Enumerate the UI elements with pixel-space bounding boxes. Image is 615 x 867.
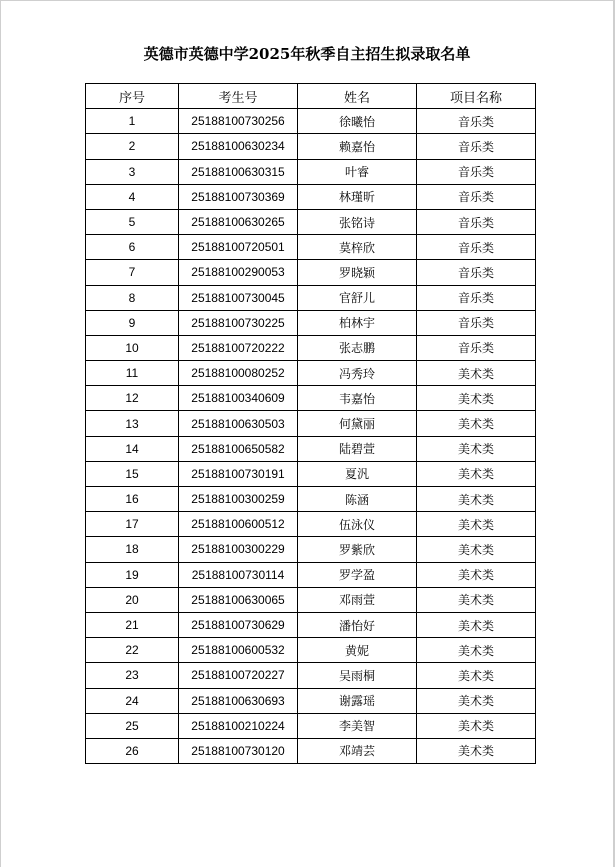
- table-row: [86, 436, 536, 461]
- cell-program: 美术类: [417, 638, 536, 663]
- page-title: 英德市英德中学2025年秋季自主招生拟录取名单: [143, 45, 471, 63]
- cell-exam-id: 25188100600512: [179, 512, 298, 537]
- table-row: [86, 663, 536, 688]
- table-row: [86, 411, 536, 436]
- header-cell-program: 项目名称: [417, 84, 536, 109]
- cell-number: 5: [86, 209, 179, 234]
- cell-name: 伍泳仪: [298, 512, 417, 537]
- cell-exam-id: 25188100600532: [179, 638, 298, 663]
- cell-program: 美术类: [417, 512, 536, 537]
- cell-exam-id: 25188100210224: [179, 713, 298, 738]
- table-row: [86, 537, 536, 562]
- table-row: [86, 184, 536, 209]
- cell-number: 21: [86, 612, 179, 637]
- cell-name: 官舒儿: [298, 285, 417, 310]
- cell-name: 罗紫欣: [298, 537, 417, 562]
- table-body: [86, 109, 536, 764]
- cell-name: 谢露瑶: [298, 688, 417, 713]
- cell-exam-id: 25188100630234: [179, 134, 298, 159]
- table-row: [86, 688, 536, 713]
- cell-number: 7: [86, 260, 179, 285]
- cell-number: 22: [86, 638, 179, 663]
- cell-exam-id: 25188100720501: [179, 235, 298, 260]
- cell-number: 25: [86, 713, 179, 738]
- table-row: [86, 562, 536, 587]
- cell-exam-id: 25188100300259: [179, 487, 298, 512]
- cell-exam-id: 25188100630065: [179, 587, 298, 612]
- header-cell-exam-id: 考生号: [179, 84, 298, 109]
- cell-exam-id: 25188100730225: [179, 310, 298, 335]
- cell-number: 16: [86, 487, 179, 512]
- cell-program: 音乐类: [417, 109, 536, 134]
- cell-exam-id: 25188100630315: [179, 159, 298, 184]
- cell-name: 陆碧萱: [298, 436, 417, 461]
- table-row: [86, 235, 536, 260]
- table-row: [86, 134, 536, 159]
- cell-number: 26: [86, 738, 179, 763]
- cell-exam-id: 25188100080252: [179, 361, 298, 386]
- cell-name: 莫梓欣: [298, 235, 417, 260]
- cell-name: 罗学盈: [298, 562, 417, 587]
- cell-program: 美术类: [417, 461, 536, 486]
- table-row: [86, 638, 536, 663]
- cell-program: 音乐类: [417, 134, 536, 159]
- cell-number: 11: [86, 361, 179, 386]
- cell-number: 15: [86, 461, 179, 486]
- document-page: [1, 1, 613, 867]
- cell-exam-id: 25188100630693: [179, 688, 298, 713]
- table-row: [86, 260, 536, 285]
- table-row: [86, 310, 536, 335]
- cell-name: 邓雨萱: [298, 587, 417, 612]
- cell-number: 18: [86, 537, 179, 562]
- cell-number: 8: [86, 285, 179, 310]
- cell-exam-id: 25188100720227: [179, 663, 298, 688]
- cell-name: 黄妮: [298, 638, 417, 663]
- table-row: [86, 587, 536, 612]
- cell-name: 潘怡好: [298, 612, 417, 637]
- cell-exam-id: 25188100630265: [179, 209, 298, 234]
- cell-program: 美术类: [417, 713, 536, 738]
- cell-program: 音乐类: [417, 310, 536, 335]
- cell-exam-id: 25188100650582: [179, 436, 298, 461]
- cell-exam-id: 25188100290053: [179, 260, 298, 285]
- cell-number: 2: [86, 134, 179, 159]
- cell-number: 24: [86, 688, 179, 713]
- cell-number: 23: [86, 663, 179, 688]
- cell-program: 音乐类: [417, 260, 536, 285]
- cell-name: 邓靖芸: [298, 738, 417, 763]
- cell-number: 4: [86, 184, 179, 209]
- table-row: [86, 209, 536, 234]
- cell-name: 徐曦怡: [298, 109, 417, 134]
- cell-program: 美术类: [417, 361, 536, 386]
- table-row: [86, 285, 536, 310]
- cell-number: 3: [86, 159, 179, 184]
- table-row: [86, 361, 536, 386]
- cell-exam-id: 25188100730629: [179, 612, 298, 637]
- cell-program: 音乐类: [417, 209, 536, 234]
- cell-name: 陈涵: [298, 487, 417, 512]
- header-cell-name: 姓名: [298, 84, 417, 109]
- cell-exam-id: 25188100730114: [179, 562, 298, 587]
- cell-program: 美术类: [417, 738, 536, 763]
- cell-name: 夏汎: [298, 461, 417, 486]
- cell-number: 1: [86, 109, 179, 134]
- cell-number: 19: [86, 562, 179, 587]
- cell-name: 韦嘉怡: [298, 386, 417, 411]
- cell-exam-id: 25188100730256: [179, 109, 298, 134]
- cell-name: 张铭诗: [298, 209, 417, 234]
- cell-name: 李美智: [298, 713, 417, 738]
- table-row: [86, 487, 536, 512]
- cell-number: 13: [86, 411, 179, 436]
- cell-number: 10: [86, 335, 179, 360]
- cell-name: 张志鹏: [298, 335, 417, 360]
- cell-number: 17: [86, 512, 179, 537]
- table-row: [86, 109, 536, 134]
- cell-number: 14: [86, 436, 179, 461]
- cell-program: 美术类: [417, 688, 536, 713]
- table-row: [86, 461, 536, 486]
- header-cell-number: 序号: [86, 84, 179, 109]
- cell-program: 音乐类: [417, 235, 536, 260]
- cell-number: 12: [86, 386, 179, 411]
- cell-program: 美术类: [417, 663, 536, 688]
- cell-program: 美术类: [417, 562, 536, 587]
- table-row: [86, 612, 536, 637]
- table-row: [86, 335, 536, 360]
- cell-exam-id: 25188100730191: [179, 461, 298, 486]
- cell-name: 冯秀玲: [298, 361, 417, 386]
- cell-name: 何黛丽: [298, 411, 417, 436]
- cell-exam-id: 25188100300229: [179, 537, 298, 562]
- cell-name: 赖嘉怡: [298, 134, 417, 159]
- cell-exam-id: 25188100730369: [179, 184, 298, 209]
- cell-program: 美术类: [417, 587, 536, 612]
- table-row: [86, 386, 536, 411]
- cell-program: 音乐类: [417, 184, 536, 209]
- cell-number: 9: [86, 310, 179, 335]
- admission-table: [85, 83, 536, 764]
- cell-number: 20: [86, 587, 179, 612]
- table-row: [86, 713, 536, 738]
- table-row: [86, 159, 536, 184]
- cell-number: 6: [86, 235, 179, 260]
- cell-name: 罗晓颖: [298, 260, 417, 285]
- cell-program: 美术类: [417, 436, 536, 461]
- cell-name: 柏林宇: [298, 310, 417, 335]
- table-row: [86, 512, 536, 537]
- cell-program: 美术类: [417, 537, 536, 562]
- table-row: [86, 738, 536, 763]
- cell-program: 音乐类: [417, 159, 536, 184]
- cell-exam-id: 25188100730120: [179, 738, 298, 763]
- cell-program: 美术类: [417, 386, 536, 411]
- cell-exam-id: 25188100720222: [179, 335, 298, 360]
- cell-program: 美术类: [417, 612, 536, 637]
- cell-program: 美术类: [417, 411, 536, 436]
- table-header-row: [86, 84, 536, 109]
- cell-name: 吴雨桐: [298, 663, 417, 688]
- cell-name: 叶睿: [298, 159, 417, 184]
- cell-exam-id: 25188100630503: [179, 411, 298, 436]
- cell-exam-id: 25188100340609: [179, 386, 298, 411]
- cell-name: 林瑾昕: [298, 184, 417, 209]
- cell-program: 美术类: [417, 487, 536, 512]
- cell-program: 音乐类: [417, 285, 536, 310]
- cell-program: 音乐类: [417, 335, 536, 360]
- cell-exam-id: 25188100730045: [179, 285, 298, 310]
